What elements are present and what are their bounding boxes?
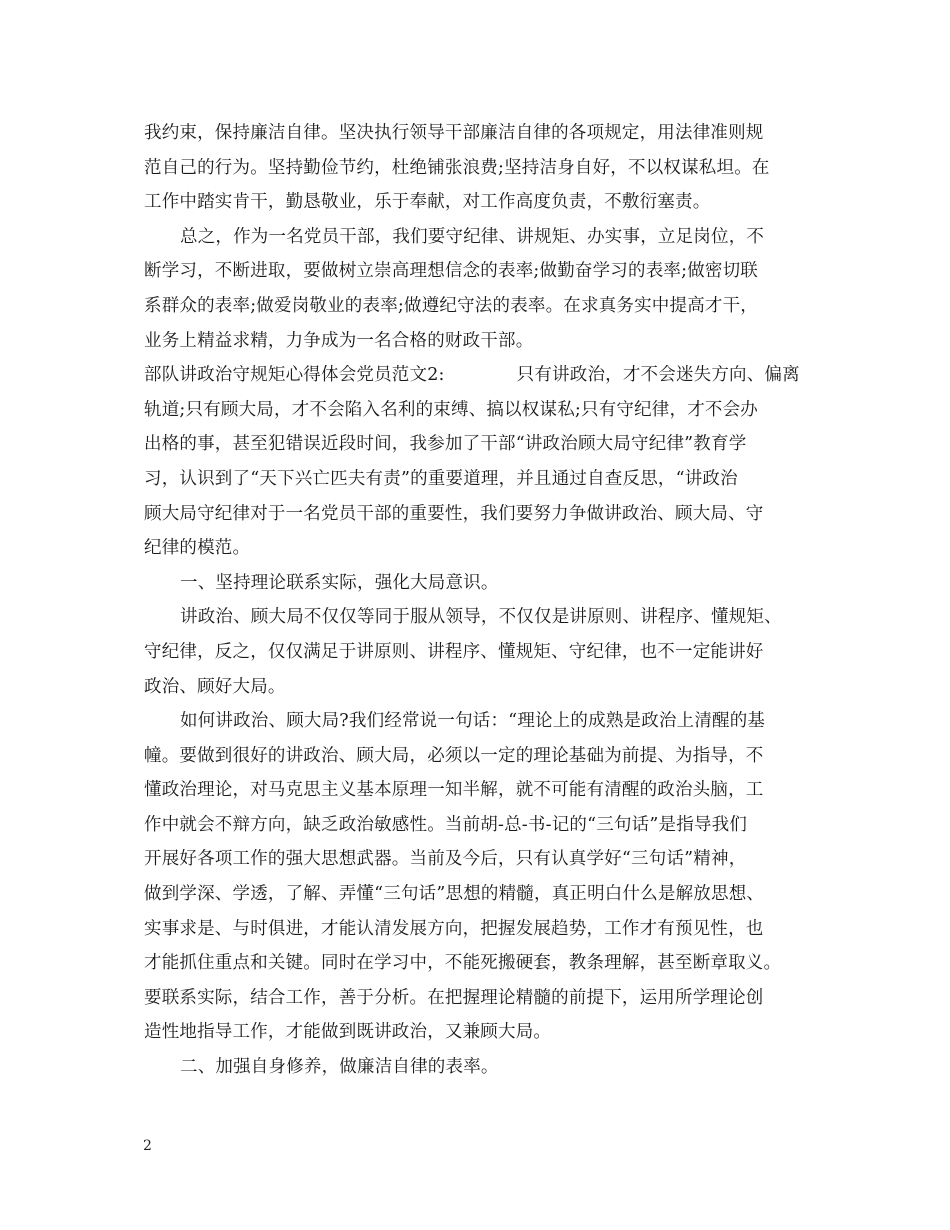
section-title: 部队讲政治守规矩心得体会党员范文2: — [144, 365, 445, 386]
text-line: 讲政治、顾大局不仅仅等同于服从领导，不仅仅是讲原则、讲程序、懂规矩、 — [180, 607, 782, 628]
text-line: 顾大局守纪律对于一名党员干部的重要性，我们要努力争做讲政治、顾大局、守 — [144, 503, 764, 524]
text-line: 作中就会不辩方向，缺乏政治敏感性。当前胡-总-书-记的“三句话”是指导我们 — [144, 814, 748, 835]
text-line: 轨道;只有顾大局，才不会陷入名利的束缚、搞以权谋私;只有守纪律，才不会办 — [144, 399, 758, 420]
text-line: 才能抓住重点和关键。同时在学习中，不能死搬硬套，教条理解，甚至断章取义。 — [144, 953, 782, 974]
text-line: 做到学深、学透，了解、弄懂“三句话”思想的精髓，真正明白什么是解放思想、 — [144, 884, 765, 905]
body-text — [144, 116, 824, 1085]
text-line: 造性地指导工作，才能做到既讲政治，又兼顾大局。 — [144, 1022, 552, 1043]
text-line: 如何讲政治、顾大局?我们经常说一句话：“理论上的成熟是政治上清醒的基 — [180, 711, 766, 732]
text-line: 系群众的表率;做爱岗敬业的表率;做遵纪守法的表率。在求真务实中提高才干， — [144, 295, 758, 316]
text-line: 业务上精益求精，力争成为一名合格的财政干部。 — [144, 330, 534, 351]
page-number: 2 — [143, 1138, 152, 1154]
text-line: 断学习，不断进取，要做树立崇高理想信念的表率;做勤奋学习的表率;做密切联 — [144, 261, 758, 282]
text-line: 开展好各项工作的强大思想武器。当前及今后，只有认真学好“三句话”精神， — [144, 849, 747, 870]
text-fragment: 只有讲政治，才不会迷失方向、偏离 — [516, 365, 800, 386]
heading-line: 一、坚持理论联系实际，强化大局意识。 — [180, 572, 499, 593]
text-line: 出格的事，甚至犯错误近段时间，我参加了干部“讲政治顾大局守纪律”教育学 — [144, 434, 747, 455]
text-line: 范自己的行为。坚持勤俭节约，杜绝铺张浪费;坚持洁身自好，不以权谋私坦。在 — [144, 157, 770, 178]
heading-line: 二、加强自身修养，做廉洁自律的表率。 — [180, 1057, 499, 1078]
section-title-line — [144, 358, 824, 393]
text-line: 守纪律，反之，仅仅满足于讲原则、讲程序、懂规矩、守纪律，也不一定能讲好 — [144, 641, 764, 662]
text-line: 懂政治理论，对马克思主义基本原理一知半解，就不可能有清醒的政治头脑，工 — [144, 780, 764, 801]
text-line: 总之，作为一名党员干部，我们要守纪律、讲规矩、办实事，立足岗位，不 — [180, 226, 765, 247]
text-line: 幢。要做到很好的讲政治、顾大局，必须以一定的理论基础为前提、为指导，不 — [144, 745, 764, 766]
text-line: 工作中踏实肯干，勤恳敬业，乐于奉献，对工作高度负责，不敷衍塞责。 — [144, 192, 711, 213]
text-line: 我约束，保持廉洁自律。坚决执行领导干部廉洁自律的各项规定，用法律准则规 — [144, 123, 764, 143]
text-line: 要联系实际，结合工作，善于分析。在把握理论精髓的前提下，运用所学理论创 — [144, 987, 764, 1008]
text-line: 实事求是、与时俱进，才能认清发展方向，把握发展趋势，工作才有预见性，也 — [144, 918, 764, 939]
text-line: 政治、顾好大局。 — [144, 676, 286, 697]
text-line: 习，认识到了“天下兴亡匹夫有责”的重要道理，并且通过自查反思，“讲政治 — [144, 468, 738, 489]
text-line: 纪律的模范。 — [144, 538, 251, 559]
